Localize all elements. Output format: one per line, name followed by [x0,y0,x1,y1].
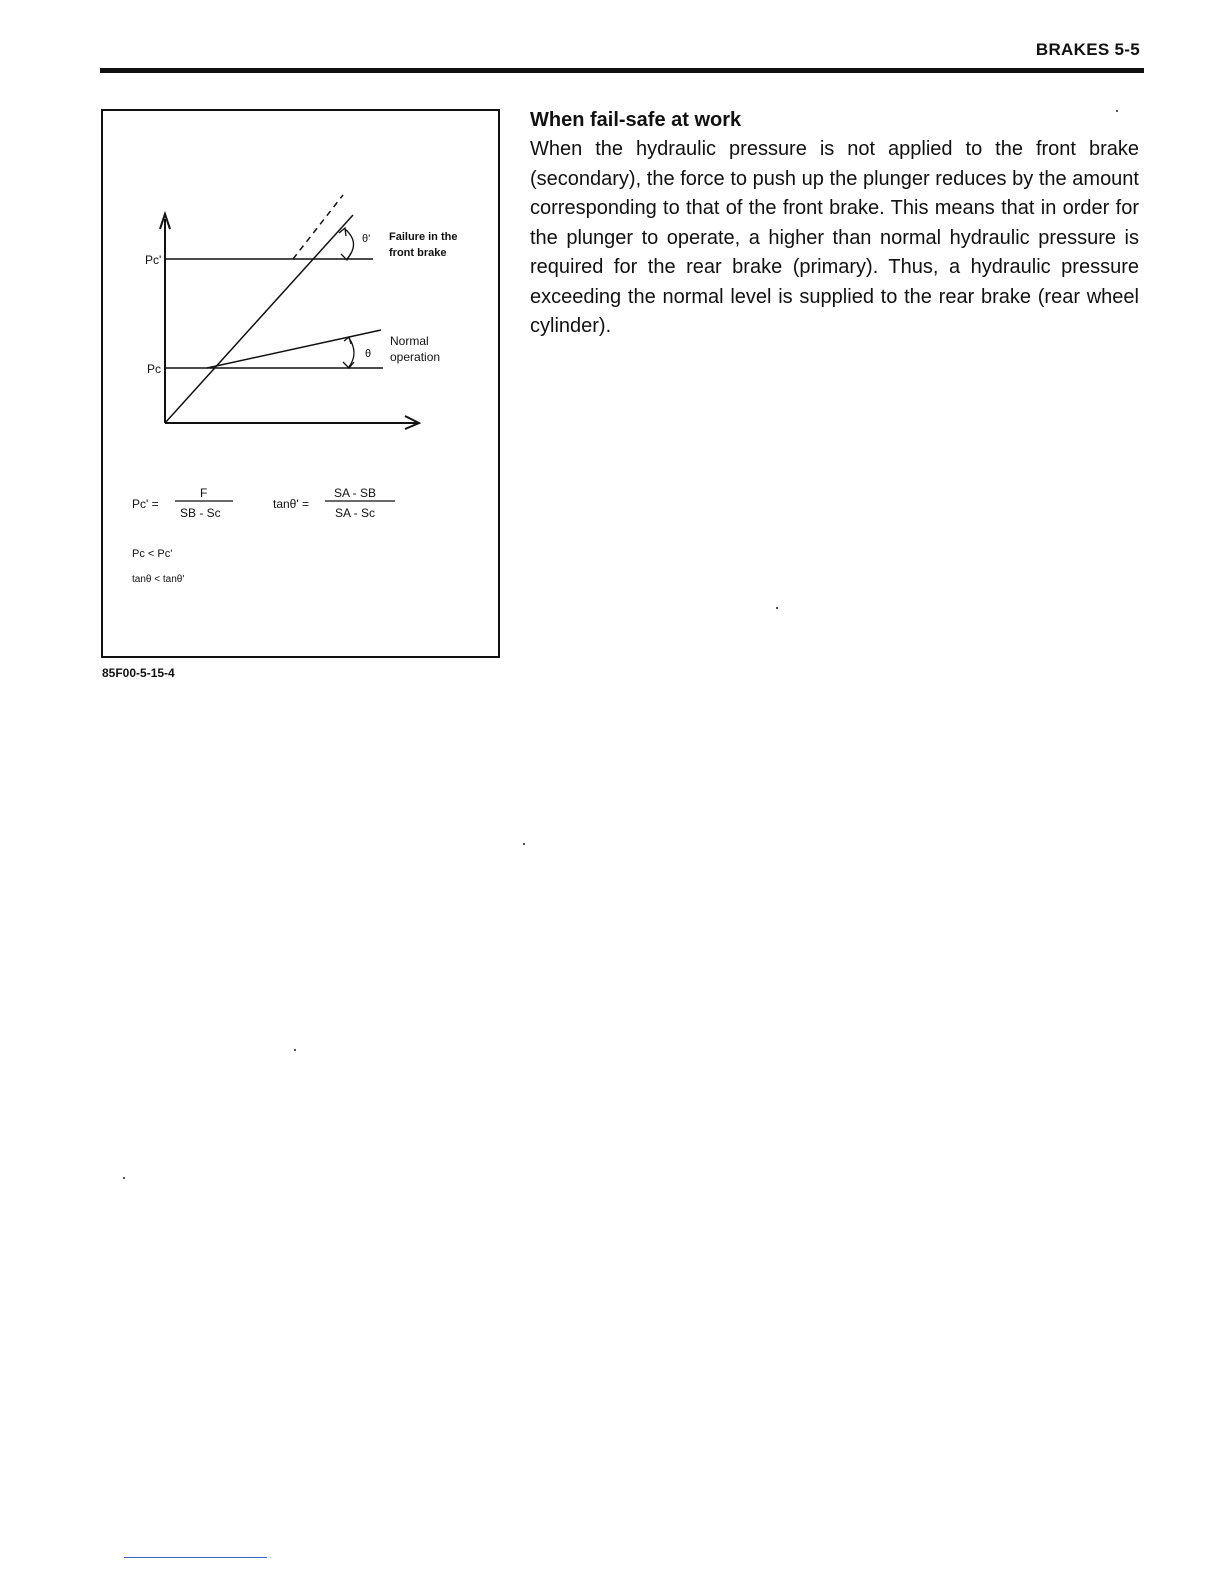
formula-tan-denominator: SA - Sc [335,506,376,520]
formula-tan-numerator: SA - SB [334,486,377,500]
theta-arrow-bottom [343,362,354,368]
pc-prime-label: Pc' [145,253,162,267]
failure-label-line1: Failure in the [389,231,458,243]
failure-label-line2: front brake [389,247,447,259]
formula-tan-lhs: tanθ' = [273,497,309,511]
scan-speck [123,1177,125,1179]
normal-label-line1: Normal [390,334,429,348]
failure-dashed-line [293,195,343,259]
pressure-graph-figure [101,109,500,658]
scan-speck [1116,110,1118,112]
section-body: When the hydraulic pressure is not applied to the front brake (secondary), the force to push up the plunger reduces by the amount corresponding to that of the front brake. This means that in order for the plunger to operate, a higher than normal hydraulic pressure is required for the rear brake (primary). Thus, a hydraulic pressure exceeding the normal level is supplied to the rear brake (rear wheel cylinder). [530,138,1139,337]
theta-label: θ [365,348,372,360]
scan-speck [776,607,778,609]
normal-line [207,330,381,368]
inequality-tan: tanθ < tanθ' [132,574,185,585]
formula-pc-prime-numerator: F [200,486,208,500]
normal-label-line2: operation [390,350,441,364]
theta-prime-label: θ' [362,233,371,245]
inequality-pc: Pc < Pc' [132,548,173,560]
formula-pc-prime-lhs: Pc' = [132,497,159,511]
failure-line [165,215,353,423]
figure-id: 85F00-5-15-4 [102,666,175,680]
scan-speck [523,843,525,845]
header-rule [100,68,1144,73]
pc-label: Pc [147,362,162,376]
section-heading: When fail-safe at work [530,109,742,131]
page-header-title: BRAKES 5-5 [1035,40,1140,59]
footer-rule [124,1557,267,1558]
scan-speck [294,1049,296,1051]
formula-pc-prime-denominator: SB - Sc [180,506,221,520]
pressure-graph [103,111,502,660]
